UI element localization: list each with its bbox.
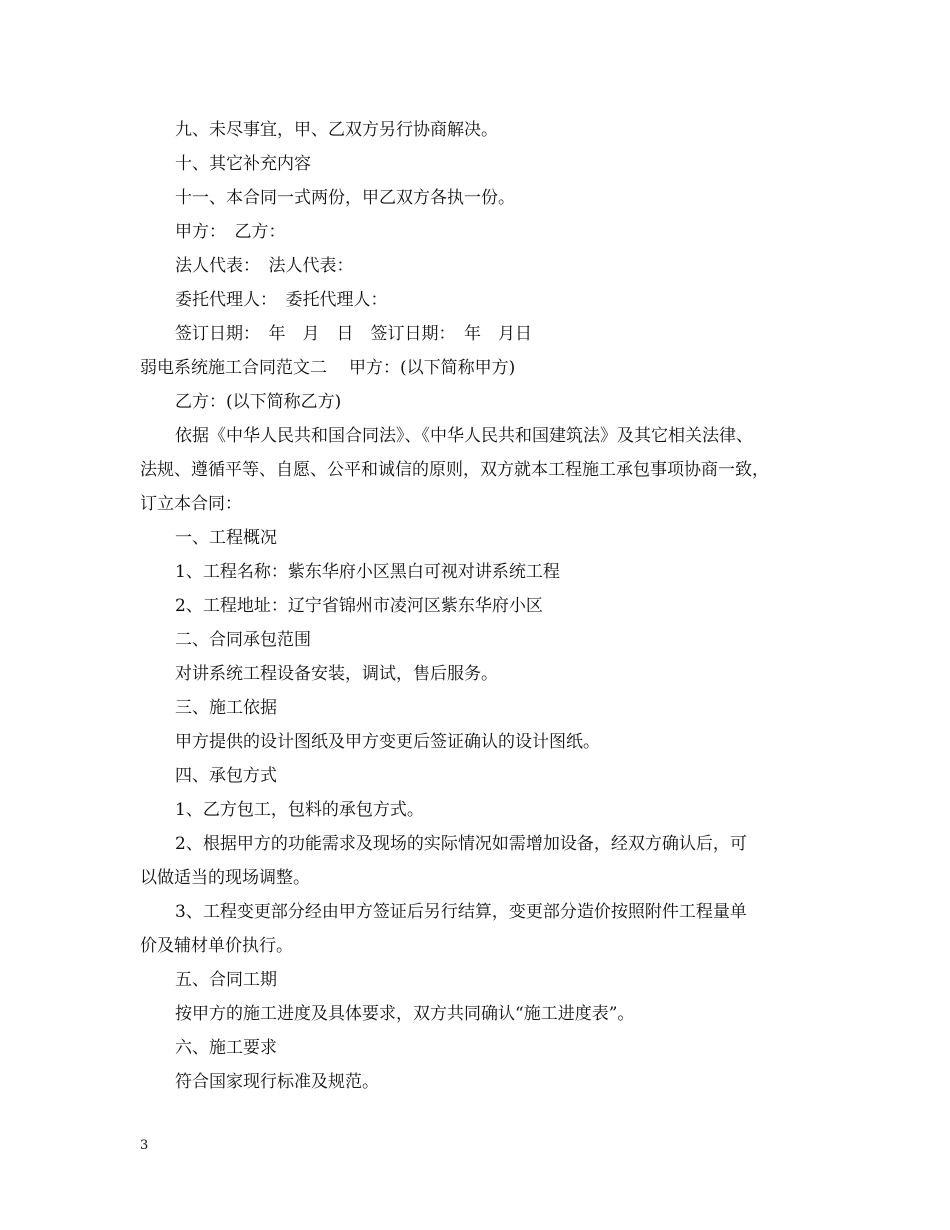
section-contract-method: 四、承包方式 (175, 766, 277, 786)
construction-requirements-text: 符合国家现行标准及规范。 (175, 1072, 379, 1092)
legal-representative-line: 法人代表： 法人代表： (175, 256, 354, 276)
contract-method-clause-2-line-1: 2、根据甲方的功能需求及现场的实际情况如需增加设备，经双方确认后，可 (175, 834, 747, 854)
construction-basis-text: 甲方提供的设计图纸及甲方变更后签证确认的设计图纸。 (175, 732, 600, 752)
clause-eleven: 十一、本合同一式两份，甲乙双方各执一份。 (175, 188, 515, 208)
contract-period-text: 按甲方的施工进度及具体要求，双方共同确认“施工进度表”。 (175, 1004, 635, 1024)
contract-two-heading (140, 351, 840, 385)
contract-method-clause-2-line-2: 以做适当的现场调整。 (140, 868, 310, 888)
section-contract-period: 五、合同工期 (175, 970, 277, 990)
clause-nine: 九、未尽事宜，甲、乙双方另行协商解决。 (175, 120, 498, 140)
section-contract-scope: 二、合同承包范围 (175, 630, 311, 650)
project-address: 2、工程地址：辽宁省锦州市凌河区紫东华府小区 (175, 596, 543, 616)
clause-ten: 十、其它补充内容 (175, 154, 311, 174)
contract-method-clause-3-line-1: 3、工程变更部分经由甲方签证后另行结算，变更部分造价按照附件工程量单 (175, 902, 747, 922)
party-signature-line: 甲方： 乙方： (175, 222, 286, 242)
preamble-line-1: 依据《中华人民共和国合同法》、《中华人民共和国建筑法》及其它相关法律、 (175, 426, 753, 446)
project-name: 1、工程名称：紫东华府小区黑白可视对讲系统工程 (175, 562, 560, 582)
party-a-definition: 甲方：(以下简称甲方) (349, 358, 516, 378)
section-construction-basis: 三、施工依据 (175, 698, 277, 718)
preamble-line-2: 法规、遵循平等、自愿、公平和诚信的原则，双方就本工程施工承包事项协商一致， (140, 460, 769, 480)
contract-two-title: 弱电系统施工合同范文二 (140, 358, 327, 378)
section-project-overview: 一、工程概况 (175, 528, 277, 548)
contract-method-clause-1: 1、乙方包工，包料的承包方式。 (175, 800, 424, 820)
page-number: 3 (140, 1138, 149, 1153)
contract-method-clause-3-line-2: 价及辅材单价执行。 (140, 936, 293, 956)
signing-date-line: 签订日期： 年 月 日 签订日期： 年 月日 (175, 324, 532, 344)
document-body (140, 113, 840, 1099)
authorized-agent-line: 委托代理人： 委托代理人： (175, 290, 388, 310)
preamble-line-3: 订立本合同： (140, 494, 242, 514)
contract-scope-text: 对讲系统工程设备安装，调试，售后服务。 (175, 664, 498, 684)
section-construction-requirements: 六、施工要求 (175, 1038, 277, 1058)
party-b-definition: 乙方：(以下简称乙方) (175, 392, 342, 412)
